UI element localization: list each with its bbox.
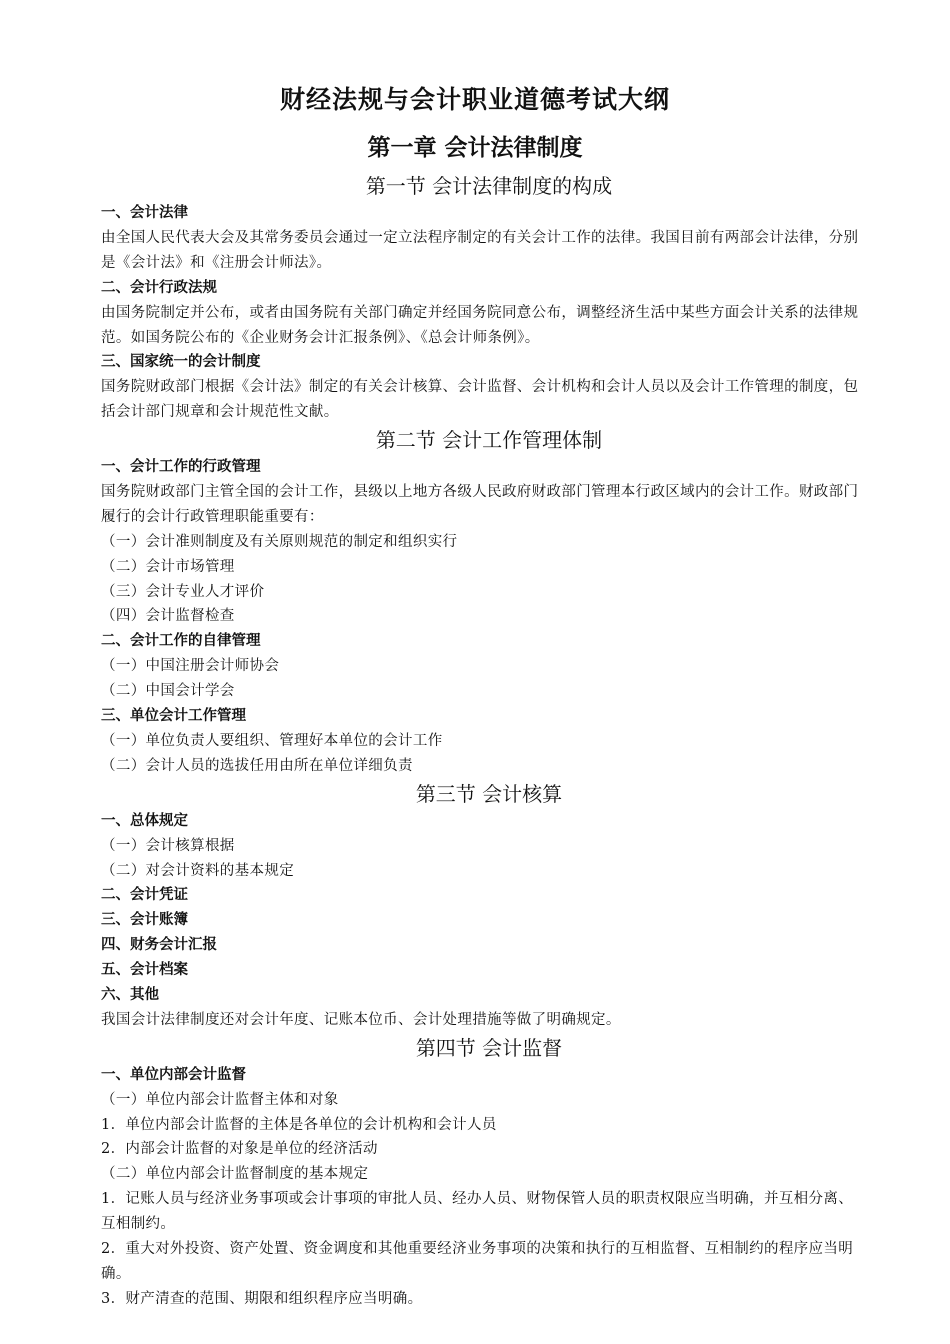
list-item: 3．财产清查的范围、期限和组织程序应当明确。	[101, 1290, 423, 1307]
document-body	[101, 171, 863, 1312]
heading: 二、会计行政法规	[101, 279, 217, 296]
heading: 一、会计法律	[101, 205, 188, 221]
list-item: （二）会计人员的选拔任用由所在单位详细负责	[101, 757, 413, 774]
paragraph: 国务院财政部门根据《会计法》制定的有关会计核算、会计监督、会计机构和会计人员以及会计工作管理的制度，包括会计部门规章和会计规范性文献。	[101, 379, 859, 421]
list-item: （二）对会计资料的基本规定	[101, 862, 295, 879]
heading: 三、单位会计工作管理	[101, 708, 246, 725]
paragraph: 我国会计法律制度还对会计年度、记账本位币、会计处理措施等做了明确规定。	[101, 1011, 621, 1028]
heading: 四、财务会计汇报	[101, 937, 217, 954]
list-item: （一）单位内部会计监督主体和对象	[101, 1091, 339, 1108]
heading: 一、单位内部会计监督	[101, 1066, 246, 1083]
list-item: （四）会计监督检查	[101, 608, 235, 625]
section-4-title: 第四节 会计监督	[415, 1035, 563, 1060]
heading: 三、国家统一的会计制度	[101, 354, 261, 371]
heading: 二、会计凭证	[101, 887, 188, 904]
section-2-title: 第二节 会计工作管理体制	[375, 428, 603, 453]
heading: 二、会计工作的自律管理	[101, 633, 261, 650]
list-item: （一）单位负责人要组织、管理好本单位的会计工作	[101, 732, 443, 749]
section-3-title: 第三节 会计核算	[415, 781, 563, 806]
paragraph: 由国务院制定并公布，或者由国务院有关部门确定并经国务院同意公布，调整经济生活中某些方面会计关系的法律规范。如国务院公布的《企业财务会计汇报条例》、《总会计师条例》。	[101, 304, 859, 346]
list-item: （二）会计市场管理	[101, 558, 235, 575]
heading: 三、会计账簿	[101, 912, 188, 929]
paragraph: 由全国人民代表大会及其常务委员会通过一定立法程序制定的有关会计工作的法律。我国目前有两部会计法律，分别是《会计法》和《注册会计师法》。	[101, 229, 859, 271]
paragraph: 1．记账人员与经济业务事项或会计事项的审批人员、经办人员、财物保管人员的职责权限应当明确，并互相分离、互相制约。	[101, 1191, 854, 1233]
list-item: （三）会计专业人才评价	[101, 583, 265, 600]
paragraph: 国务院财政部门主管全国的会计工作，县级以上地方各级人民政府财政部门管理本行政区域内的会计工作。财政部门履行的会计行政管理职能重要有：	[101, 484, 859, 525]
paragraph: 2．重大对外投资、资产处置、资金调度和其他重要经济业务事项的决策和执行的互相监督、互相制约的程序应当明确。	[101, 1241, 854, 1282]
section-1-title: 第一节 会计法律制度的构成	[365, 174, 613, 198]
list-item: （二）单位内部会计监督制度的基本规定	[101, 1166, 369, 1183]
list-item: （一）会计核算根据	[101, 837, 235, 854]
heading: 一、会计工作的行政管理	[101, 459, 261, 476]
list-item: （一）会计准则制度及有关原则规范的制定和组织实行	[101, 533, 458, 550]
list-item: 1．单位内部会计监督的主体是各单位的会计机构和会计人员	[101, 1116, 497, 1133]
heading: 五、会计档案	[101, 962, 188, 979]
list-item: 2．内部会计监督的对象是单位的经济活动	[101, 1141, 378, 1158]
list-item: （二）中国会计学会	[101, 683, 235, 700]
chapter-title: 第一章 会计法律制度	[367, 135, 583, 161]
list-item: （一）中国注册会计师协会	[101, 658, 280, 675]
document-title: 财经法规与会计职业道德考试大纲	[279, 85, 670, 114]
heading: 一、总体规定	[101, 812, 188, 829]
heading: 六、其他	[101, 986, 159, 1003]
